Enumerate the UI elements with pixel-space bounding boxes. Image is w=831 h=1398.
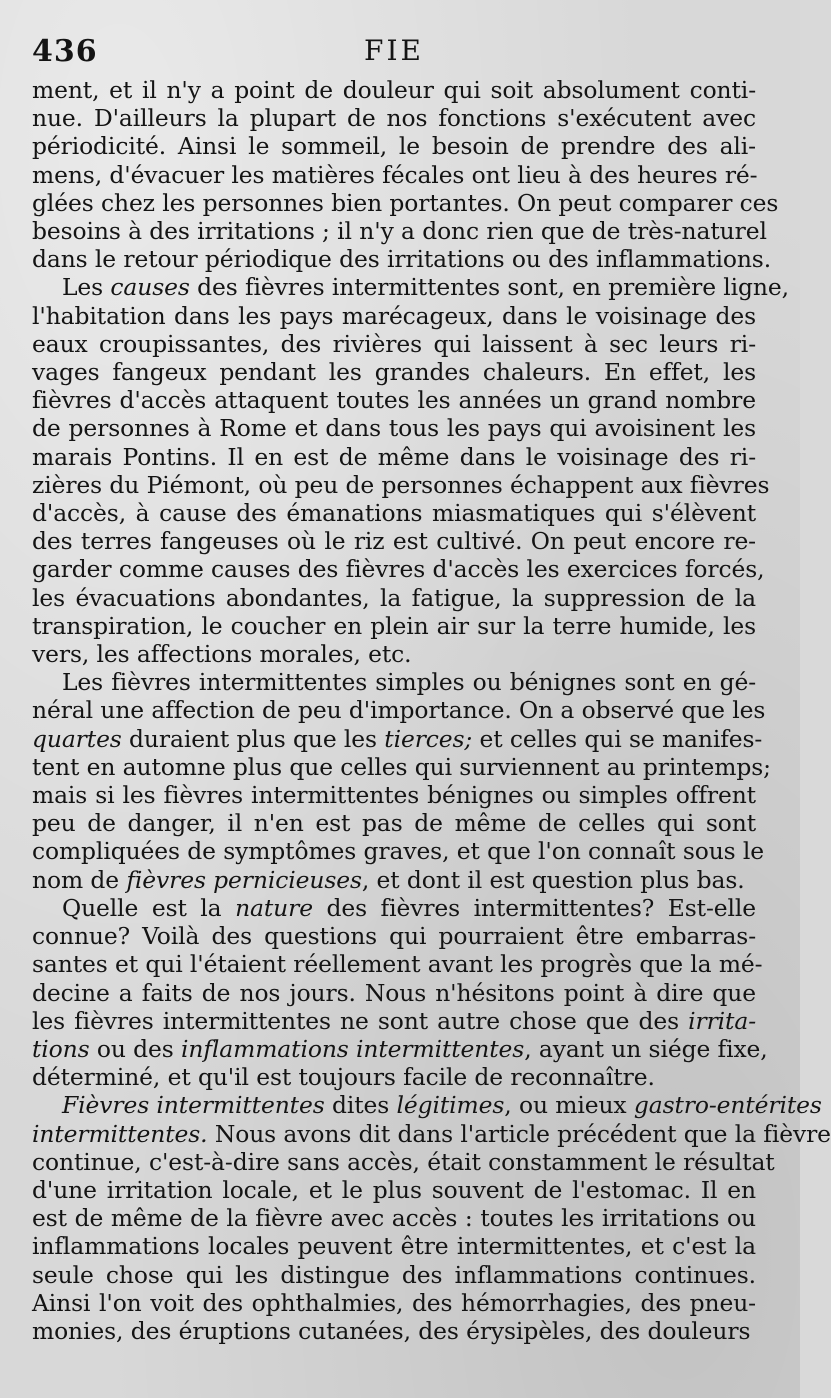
text-line: transpiration, le coucher en plein air sur la terre humide, les [32,611,756,640]
text-line: Les causes des fièvres intermittentes sont, en première ligne, [62,273,789,302]
text-line: d'une irritation locale, et le plus souvent de l'estomac. Il en [32,1175,756,1204]
text-line: néral une affection de peu d'importance. On a observé que les [32,696,766,725]
text-line: seule chose qui les distingue des inflammations continues. [32,1260,756,1289]
text-line: d'accès, à cause des émanations miasmatiques qui s'élèvent [32,499,756,528]
text-line: mais si les fièvres intermittentes bénignes ou simples offrent [32,781,756,810]
text-line: vers, les affections morales, etc. [32,640,412,669]
text-line: decine a faits de nos jours. Nous n'hésitons point à dire que [32,978,756,1007]
text-line: besoins à des irritations ; il n'y a donc rien que de très-naturel [32,217,767,246]
text-line: l'habitation dans les pays marécageux, dans le voisinage des [32,301,756,330]
body-text [32,76,831,1345]
text-line: ment, et il n'y a point de douleur qui soit absolument conti- [32,76,756,104]
text-line: monies, des éruptions cutanées, des érysipèles, des douleurs [32,1316,751,1345]
text-line: vages fangeux pendant les grandes chaleurs. En effet, les [32,358,756,387]
text-line: de personnes à Rome et dans tous les pays qui avoisinent les [32,414,756,443]
text-line: intermittentes. Nous avons dit dans l'article précédent que la fièvre [32,1119,831,1148]
text-line: des terres fangeuses où le riz est cultivé. On peut encore re- [32,527,756,556]
text-line: garder comme causes des fièvres d'accès les exercices forcés, [32,555,765,584]
text-line: peu de danger, il n'en est pas de même de celles qui sont [32,809,756,838]
text-line: est de même de la fièvre avec accès : toutes les irritations ou [32,1204,756,1233]
text-line: Les fièvres intermittentes simples ou bénignes sont en gé- [62,668,756,697]
text-line: fièvres d'accès attaquent toutes les années un grand nombre [32,386,756,415]
text-line: glées chez les personnes bien portantes. On peut comparer ces [32,188,779,217]
page-number: 436 [32,34,98,69]
text-line: compliquées de symptômes graves, et que l'on connaît sous le [32,837,765,866]
text-line: eaux croupissantes, des rivières qui laissent à sec leurs ri- [32,329,756,358]
text-line: mens, d'évacuer les matières fécales ont lieu à des heures ré- [32,160,758,189]
text-line: continue, c'est-à-dire sans accès, était constamment le résultat [32,1147,775,1176]
text-line: marais Pontins. Il en est de même dans le voisinage des ri- [32,442,756,471]
text-line: tions ou des inflammations intermittentes, ayant un siége fixe, [32,1034,768,1063]
text-line: les fièvres intermittentes ne sont autre chose que des irrita- [32,1006,756,1035]
text-line: nue. D'ailleurs la plupart de nos fonctions s'exécutent avec [32,104,756,133]
text-line: périodicité. Ainsi le sommeil, le besoin de prendre des ali- [32,132,756,161]
text-line: déterminé, et qu'il est toujours facile de reconnaître. [32,1063,655,1092]
page-header [32,34,756,76]
text-line: connue? Voilà des questions qui pourraient être embarras- [32,922,756,951]
text-line: quartes duraient plus que les tierces; et celles qui se manifes- [32,724,763,753]
text-line: les évacuations abondantes, la fatigue, la suppression de la [32,583,756,612]
text-line: Fièvres intermittentes dites légitimes, ou mieux gastro-entérites [62,1091,822,1120]
text-line: tent en automne plus que celles qui surviennent au printemps; [32,752,771,781]
running-head: FIE [364,34,424,67]
text-line: inflammations locales peuvent être intermittentes, et c'est la [32,1232,756,1261]
text-line: Ainsi l'on voit des ophthalmies, des hémorrhagies, des pneu- [32,1288,756,1317]
text-line: nom de fièvres pernicieuses, et dont il est question plus bas. [32,865,745,894]
text-line: dans le retour périodique des irritations ou des inflammations. [32,245,772,274]
text-line: Quelle est la nature des fièvres intermittentes? Est-elle [62,893,756,922]
text-line: santes et qui l'étaient réellement avant les progrès que la mé- [32,950,763,979]
text-line: zières du Piémont, où peu de personnes échappent aux fièvres [32,470,770,499]
